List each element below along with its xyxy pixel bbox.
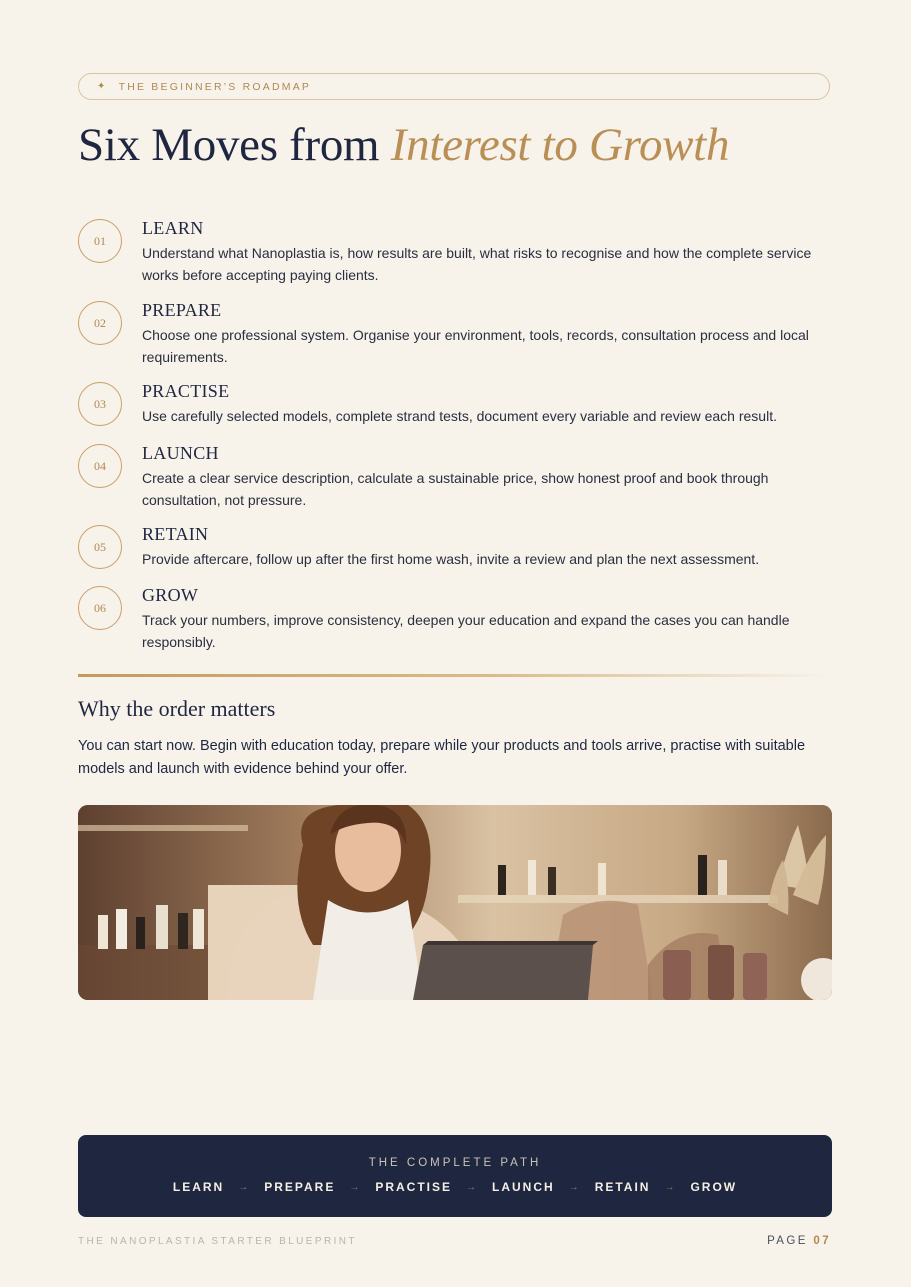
step-number: 05 xyxy=(78,525,122,569)
step-description: Understand what Nanoplastia is, how results are built, what risks to recognise and how the complete service works before accepting paying clients. xyxy=(142,245,812,283)
step-description: Use carefully selected models, complete strand tests, document every variable and review each result. xyxy=(142,408,777,424)
title-main: Six Moves from xyxy=(78,119,391,171)
step-number: 06 xyxy=(78,586,122,630)
step-description: Provide aftercare, follow up after the first home wash, invite a review and plan the next assessment. xyxy=(142,551,760,567)
step-title: LAUNCH xyxy=(142,443,219,463)
star-icon: ✦ xyxy=(97,81,108,92)
roadmap-kicker xyxy=(78,73,830,100)
step-description: Track your numbers, improve consistency, deepen your education and expand the cases you can handle responsibly. xyxy=(142,612,790,650)
arrow-right-icon: → xyxy=(349,1181,362,1193)
step-title: GROW xyxy=(142,585,199,605)
banner-title: THE COMPLETE PATH xyxy=(368,1157,542,1169)
path-step-grow: GROW xyxy=(690,1180,738,1194)
arrow-right-icon: → xyxy=(238,1181,251,1193)
path-step-launch: LAUNCH xyxy=(492,1180,555,1194)
path-step-learn: LEARN xyxy=(172,1180,225,1194)
step-number: 04 xyxy=(78,444,122,488)
section-divider xyxy=(78,674,830,677)
title-accent: Interest to Growth xyxy=(390,119,730,171)
footer-publication-title: THE NANOPLASTIA STARTER BLUEPRINT xyxy=(78,1236,357,1247)
why-heading: Why the order matters xyxy=(78,696,276,721)
page-number-value: 07 xyxy=(813,1235,831,1247)
step-description: Create a clear service description, calculate a sustainable price, show honest proof and book through consultation, not pressure. xyxy=(142,470,769,508)
why-body: You can start now. Begin with education today, prepare while your products and tools arrive, practise with suitable models and launch with evidence behind your offer. xyxy=(78,738,806,777)
path-sequence xyxy=(78,1180,832,1194)
arrow-right-icon: → xyxy=(568,1181,581,1193)
path-step-prepare: PREPARE xyxy=(264,1180,336,1194)
page-number xyxy=(767,1235,831,1247)
path-step-practise: PRACTISE xyxy=(375,1180,453,1194)
step-title: PREPARE xyxy=(142,300,222,320)
step-title: PRACTISE xyxy=(142,381,230,401)
complete-path-banner xyxy=(78,1135,832,1217)
arrow-right-icon: → xyxy=(664,1181,677,1193)
salon-photo xyxy=(78,805,832,1000)
page-label: PAGE xyxy=(767,1235,808,1247)
step-number: 02 xyxy=(78,301,122,345)
salon-photo-illustration xyxy=(78,805,832,1000)
arrow-right-icon: → xyxy=(466,1181,479,1193)
kicker-text: THE BEGINNER’S ROADMAP xyxy=(118,80,312,93)
page-title xyxy=(78,118,729,172)
step-number: 03 xyxy=(78,382,122,426)
step-title: RETAIN xyxy=(142,524,209,544)
step-number: 01 xyxy=(78,219,122,263)
path-step-retain: RETAIN xyxy=(594,1180,651,1194)
step-title: LEARN xyxy=(142,218,204,238)
step-description: Choose one professional system. Organise your environment, tools, records, consultation process and local requirements. xyxy=(142,327,809,365)
